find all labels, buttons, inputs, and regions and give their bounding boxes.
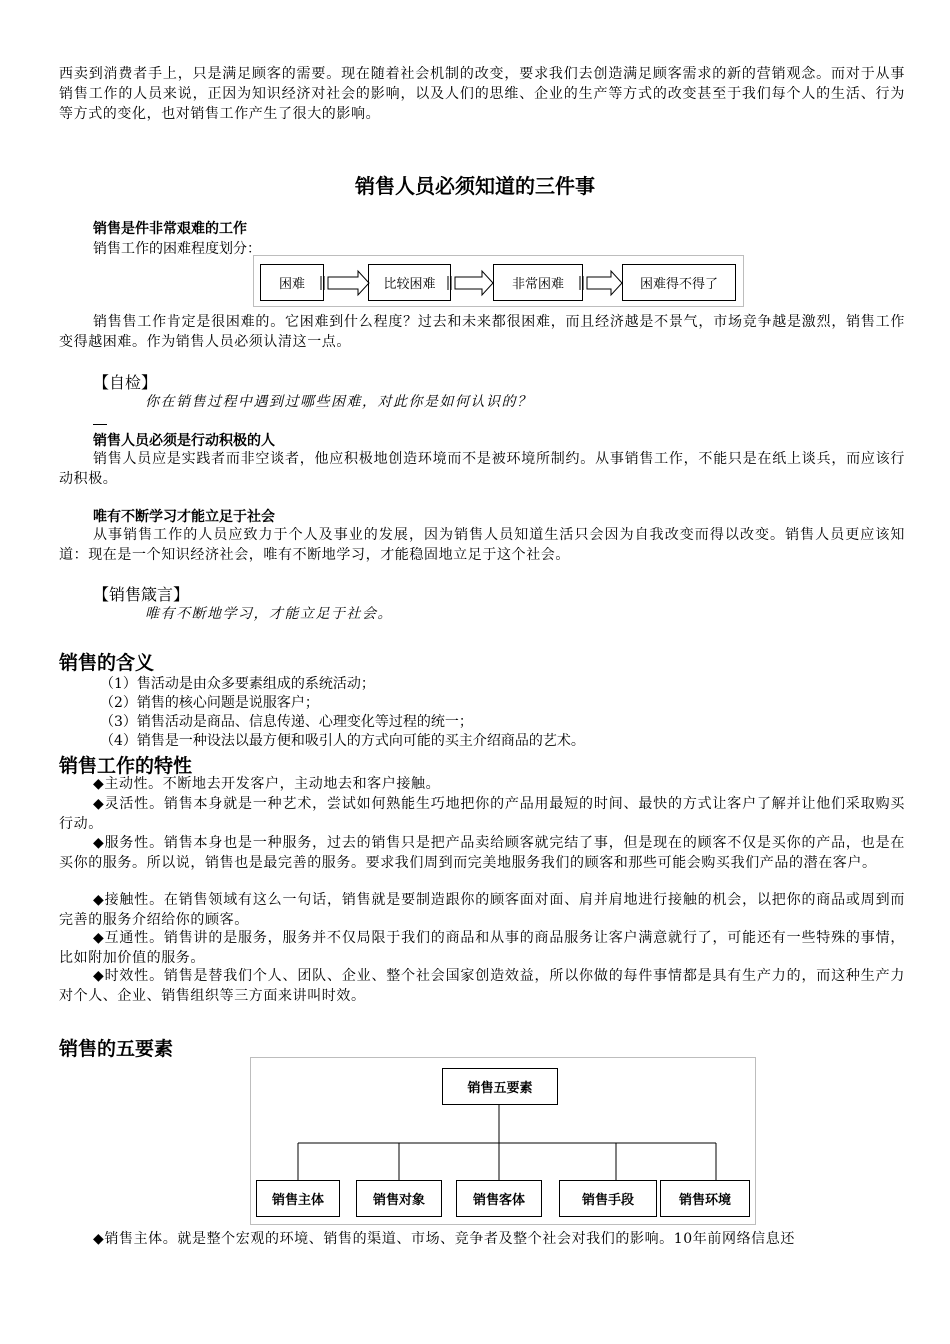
section-heading-traits: 销售工作的特性 — [59, 755, 193, 777]
list-item: （1）售活动是由众多要素组成的系统活动； — [100, 676, 375, 692]
org-child: 销售对象 — [356, 1180, 442, 1217]
trait-item: ◆时效性。销售是替我们个人、团队、企业、整个社会国家创造效益，所以你做的每件事情都是具有生产力的，而这种生产力对个人、企业、销售组织等三方面来讲叫时效。 — [59, 968, 905, 1004]
trait-item: ◆主动性。不断地去开发客户，主动地去和客户接触。 — [93, 776, 441, 792]
arrow-right-icon — [580, 271, 622, 295]
difficulty-paragraph: 销售售工作肯定是很困难的。它困难到什么程度？过去和未来都很困难，而且经济越是不景气，市场竞争越是激烈，销售工作变得越困难。作为销售人员必须认清这一点。 — [59, 314, 905, 350]
trait-item: ◆接触性。在销售领域有这么一句话，销售就是要制造跟你的顾客面对面、肩并肩地进行接触的机会，以把你的商品或周到而完善的服务介绍给你的顾客。 — [59, 892, 905, 928]
list-item: （3）销售活动是商品、信息传递、心理变化等过程的统一； — [100, 714, 473, 730]
org-child: 销售主体 — [256, 1180, 340, 1217]
difficulty-flow-diagram — [253, 255, 744, 307]
arrow-right-icon — [321, 271, 369, 295]
list-item: （2）销售的核心问题是说服客户； — [100, 695, 319, 711]
divider — [93, 424, 107, 425]
selfcheck-question: 你在销售过程中遇到过哪些困难，对此你是如何认识的？ — [145, 394, 533, 410]
section-heading-difficult: 销售是件非常艰难的工作 — [93, 221, 247, 237]
active-paragraph: 销售人员应是实践者而非空谈者，他应积极地创造环境而不是被环境所制约。从事销售工作，不能只是在纸上谈兵，而应该行动积极。 — [59, 451, 905, 487]
section-heading-five-elements: 销售的五要素 — [59, 1038, 174, 1060]
section-heading-meaning: 销售的含义 — [59, 652, 155, 674]
selfcheck-label: 【自检】 — [93, 373, 158, 392]
org-child: 销售手段 — [559, 1180, 657, 1217]
five-elements-diagram — [250, 1057, 756, 1225]
list-item: （4）销售是一种设法以最方便和吸引人的方式向可能的买主介绍商品的艺术。 — [100, 733, 585, 749]
trait-item: ◆服务性。销售本身也是一种服务，过去的销售只是把产品卖给顾客就完结了事，但是现在的顾客不仅是买你的产品，也是在买你的服务。所以说，销售也是最完善的服务。要求我们周到而完美地服务我们的顾客和那些可能会购买我们产品的潜在客户。 — [59, 835, 905, 871]
flow-step: 非常困难 — [493, 264, 583, 301]
section-heading-learning: 唯有不断学习才能立足于社会 — [93, 509, 275, 525]
trait-item: ◆互通性。销售讲的是服务，服务并不仅局限于我们的商品和从事的商品服务让客户满意就行了，可能还有一些特殊的事情，比如附加价值的服务。 — [59, 930, 905, 966]
five-elements-paragraph: ◆销售主体。就是整个宏观的环境、销售的渠道、市场、竞争者及整个社会对我们的影响。10年前网络信息还 — [93, 1231, 795, 1247]
org-child: 销售客体 — [456, 1180, 542, 1217]
org-child: 销售环境 — [660, 1180, 750, 1217]
flow-step: 困难得不得了 — [622, 264, 736, 301]
learning-paragraph: 从事销售工作的人员应致力于个人及事业的发展，因为销售人员知道生活只会因为自我改变而得以改变。销售人员更应该知道：现在是一个知识经济社会，唯有不断地学习，才能稳固地立足于这个社会。 — [59, 527, 905, 563]
org-root: 销售五要素 — [442, 1068, 558, 1105]
section-heading-active: 销售人员必须是行动积极的人 — [93, 433, 275, 449]
page-title: 销售人员必须知道的三件事 — [355, 174, 595, 198]
motto-text: 唯有不断地学习，才能立足于社会。 — [145, 606, 393, 622]
flow-step: 困难 — [260, 264, 324, 301]
arrow-right-icon — [448, 271, 493, 295]
difficulty-subtitle: 销售工作的困难程度划分： — [93, 241, 261, 257]
intro-paragraph: 西卖到消费者手上，只是满足顾客的需要。现在随着社会机制的改变，要求我们去创造满足顾客需求的新的营销观念。而对于从事销售工作的人员来说，正因为知识经济对社会的影响，以及人们的思维、企业的生产等方式的改变甚至于我们每个人的生活、行为等方式的变化，也对销售工作产生了很大的影响。 — [59, 66, 905, 122]
flow-step: 比较困难 — [368, 264, 451, 301]
flow-arrows — [254, 256, 745, 308]
motto-label: 【销售箴言】 — [93, 585, 190, 604]
trait-item: ◆灵活性。销售本身就是一种艺术，尝试如何熟能生巧地把你的产品用最短的时间、最快的方式让客户了解并让他们采取购买行动。 — [59, 796, 905, 832]
